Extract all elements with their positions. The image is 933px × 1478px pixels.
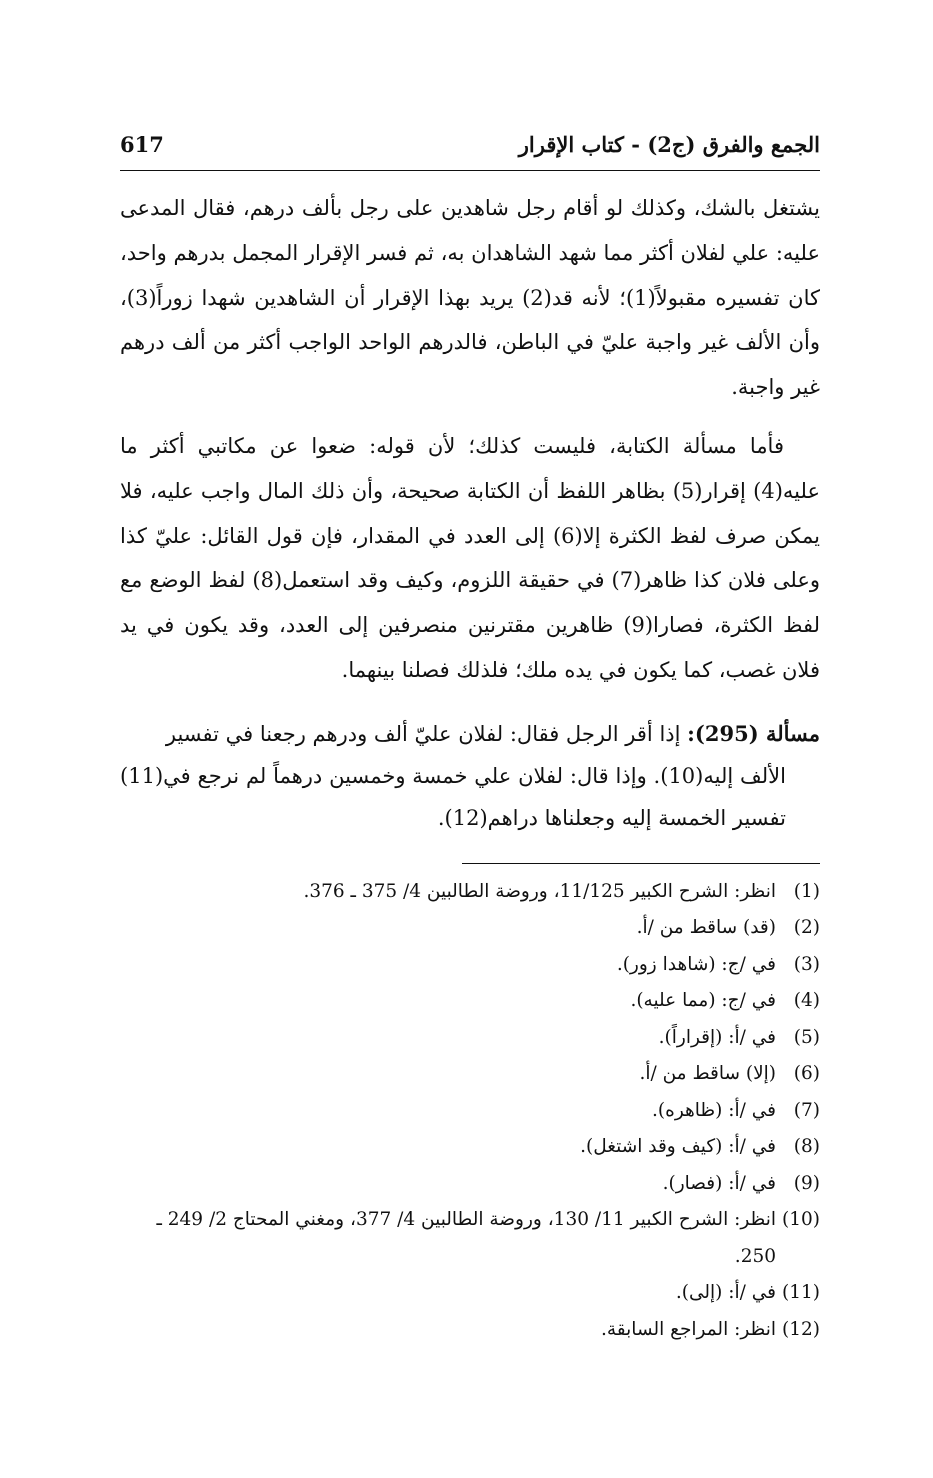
footnote [120, 947, 820, 984]
footnote-number: (1) [793, 880, 820, 902]
footnote-number: (9) [793, 1172, 820, 1194]
header-rule [120, 170, 820, 171]
main-text [120, 186, 820, 839]
page-number: 617 [120, 132, 164, 157]
footnote-number: (12) [782, 1318, 820, 1340]
footnote-text: انظر: الشرح الكبير 11/ 130، وروضة الطالبين 4/ 377، ومغني المحتاج 2/ 249 ـ 250. [156, 1209, 776, 1267]
page-header [120, 118, 820, 166]
paragraph: يشتغل بالشك، وكذلك لو أقام رجل شاهدين على رجل بألف درهم، فقال المدعى عليه: علي لفلان أكثر مما شهد الشاهدان به، ثم فسر الإقرار المجمل بدرهم واحد، كان تفسيره مقبولاً(1)؛ لأنه قد(2) يريد بهذا الإقرار أن الشاهدين شهدا زوراً(3)، وأن الألف غير واجبة عليّ في الباطن، فالدرهم الواحد الواجب أكثر من ألف درهم غير واجبة. [120, 196, 820, 400]
footnote [120, 910, 820, 947]
footnote [120, 1056, 820, 1093]
issue-heading: مسألة (295): [687, 720, 820, 746]
footnote-number: (8) [793, 1136, 820, 1158]
footnote-text: في /أ: (إقراراً). [658, 1026, 776, 1048]
book-page [120, 118, 820, 1348]
running-title: الجمع والفرق (ج2) - كتاب الإقرار [518, 132, 820, 157]
footnote [120, 874, 820, 911]
footnote-text: انظر: الشرح الكبير 11/125، وروضة الطالبين 4/ 375 ـ 376. [303, 880, 776, 902]
footnote-text: في /أ: (ظاهره). [652, 1099, 776, 1121]
footnote-number: (4) [793, 990, 820, 1012]
footnote-text: في /أ: (فصار). [662, 1172, 776, 1194]
footnote [120, 1312, 820, 1349]
footnote [120, 1020, 820, 1057]
footnote-text: (قد) ساقط من /أ. [636, 917, 776, 939]
issue-text-line1: إذا أقر الرجل فقال: لفلان عليّ ألف ودرهم رجعنا في تفسير [165, 721, 681, 746]
footnote [120, 1129, 820, 1166]
footnote-number: (3) [793, 953, 820, 975]
issue-block [120, 713, 820, 839]
footnote-number: (11) [782, 1282, 820, 1304]
footnote [120, 1166, 820, 1203]
footnotes [120, 874, 820, 1349]
footnote [120, 1202, 820, 1275]
footnote-number: (5) [793, 1026, 820, 1048]
footnote-number: (6) [793, 1063, 820, 1085]
footnote-text: في /أ: (كيف وقد اشتغل). [580, 1136, 776, 1158]
footnote [120, 983, 820, 1020]
footnote-text: في /أ: (إلى). [675, 1282, 776, 1304]
footnote-text: انظر: المراجع السابقة. [601, 1318, 776, 1340]
footnote-text: (إلا) ساقط من /أ. [639, 1063, 776, 1085]
issue-text-rest: الألف إليه(10). وإذا قال: لفلان علي خمسة وخمسين درهماً لم نرجع في(11) تفسير الخمسة إليه وجعلناها دراهم(12). [120, 763, 786, 830]
issue-first-line [120, 713, 820, 755]
footnote-number: (7) [793, 1099, 820, 1121]
footnote-number: (2) [793, 917, 820, 939]
footnote [120, 1093, 820, 1130]
footnote [120, 1275, 820, 1312]
footnote-text: في /ج: (مما عليه). [630, 990, 776, 1012]
footnote-number: (10) [782, 1209, 820, 1231]
footnote-separator [462, 863, 820, 864]
paragraph: فأما مسألة الكتابة، فليست كذلك؛ لأن قوله: ضعوا عن مكاتبي أكثر ما عليه(4) إقرار(5) بظاهر اللفظ أن الكتابة صحيحة، وأن ذلك المال واجب عليه، فلا يمكن صرف لفظ الكثرة إلا(6) إلى العدد في المقدار، فإن قول القائل: عليّ كذا وعلى فلان كذا ظاهر(7) في حقيقة اللزوم، وكيف وقد استعمل(8) لفظ الوضع مع لفظ الكثرة، فصارا(9) ظاهرين مقترنين منصرفين إلى العدد، وقد يكون في يد فلان غصب، كما يكون في يده ملك؛ فلذلك فصلنا بينهما. [120, 433, 820, 682]
footnote-text: في /ج: (شاهدا زور). [616, 953, 776, 975]
